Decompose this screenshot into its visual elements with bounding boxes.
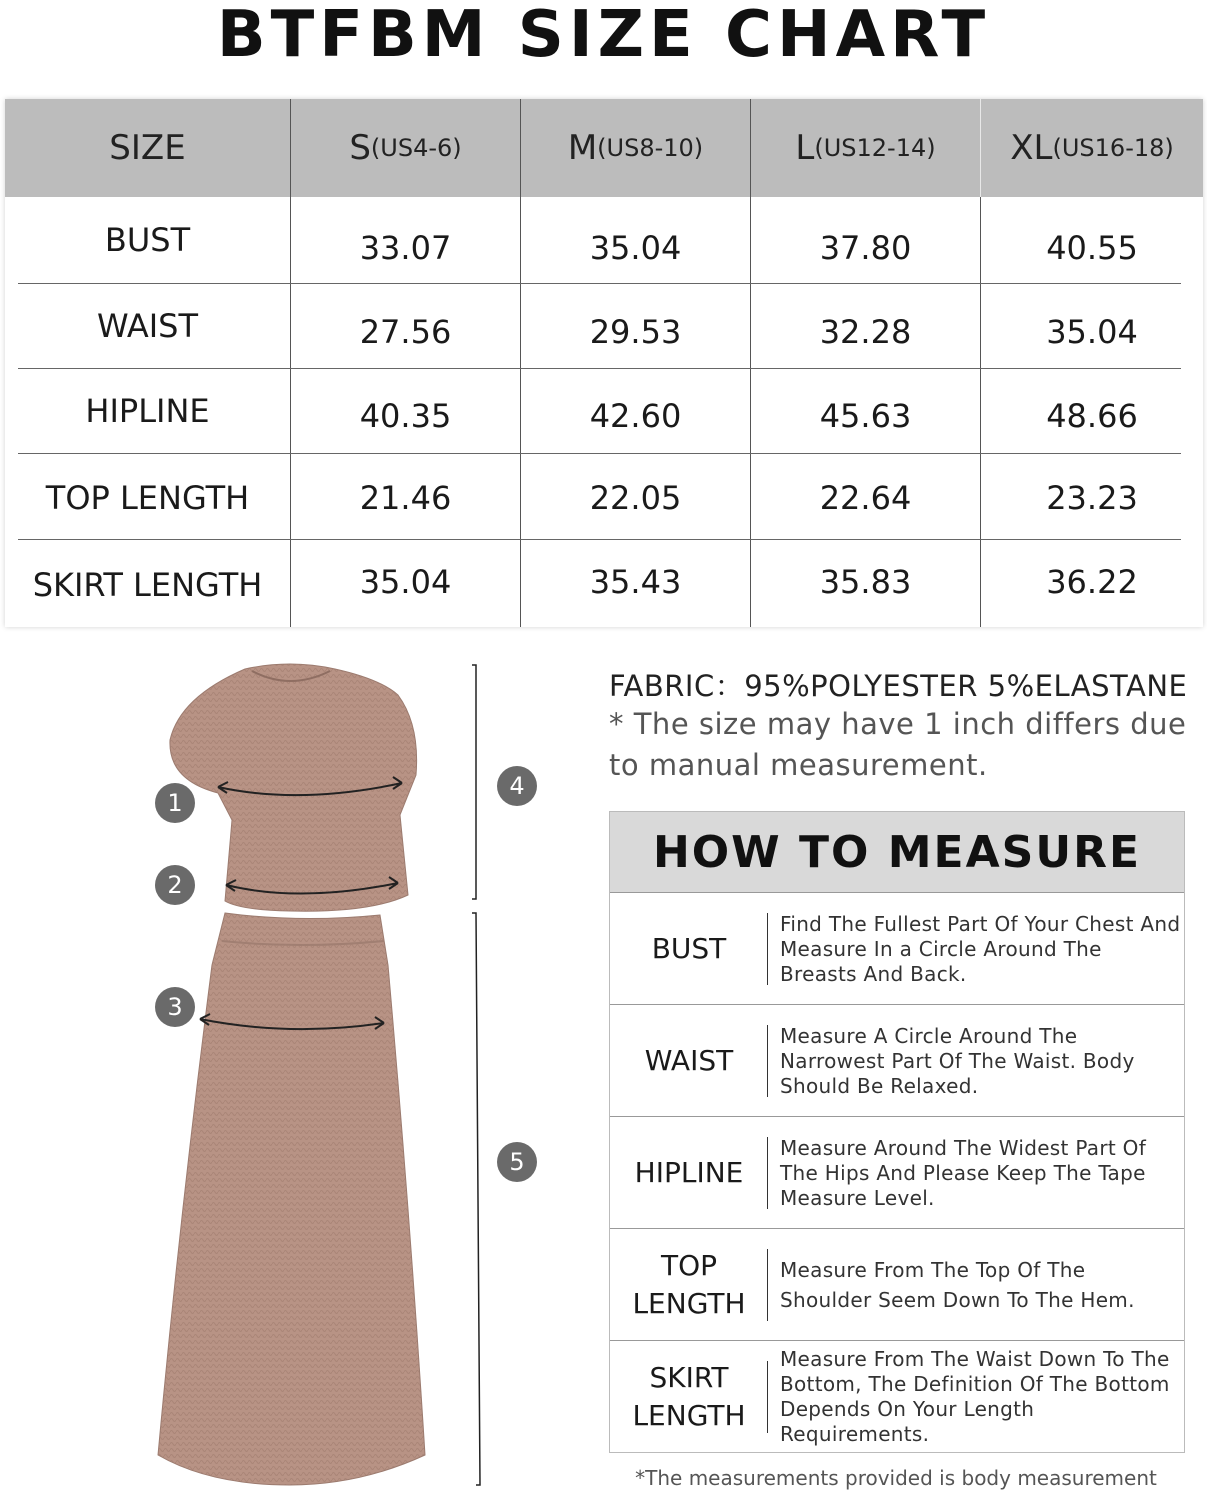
measure-divider (767, 1361, 768, 1433)
measure-divider (767, 1249, 768, 1321)
table-cell: 37.80 (819, 228, 912, 267)
measure-label: HIPLINE (634, 1156, 744, 1189)
measure-row-waist (610, 1004, 1184, 1117)
table-cell: 35.04 (589, 228, 682, 267)
size-table-header (5, 99, 1203, 197)
measure-description: Measure A Circle Around The Narrowest Part Of The Waist. Body Should Be Relaxed. (780, 1023, 1135, 1098)
size-header-l (751, 99, 980, 197)
how-to-measure-title: HOW TO MEASURE (610, 812, 1184, 892)
measure-label: TOP LENGTH (632, 1249, 746, 1320)
size-header-m (521, 99, 750, 197)
table-cell: 40.55 (1046, 228, 1138, 267)
badge-skirt-length: 5 (497, 1142, 537, 1182)
size-chart-table (5, 99, 1203, 627)
measure-description: Measure From The Top Of The Shoulder Seem Down To The Hem. (780, 1258, 1135, 1312)
measure-label: BUST (651, 932, 727, 965)
measure-divider (767, 913, 768, 985)
skirt-garment (158, 913, 425, 1485)
footnote: *The measurements provided is body measurement (635, 1466, 1157, 1490)
measure-label: WAIST (644, 1044, 734, 1077)
size-us-range: (US8-10) (597, 134, 704, 162)
row-label: BUST (104, 220, 191, 259)
row-label: TOP LENGTH (45, 478, 250, 517)
table-cell: 29.53 (589, 312, 682, 351)
page-title: BTFBM SIZE CHART (216, 0, 991, 72)
size-us-range: (US16-18) (1052, 134, 1174, 162)
skirt-length-line (472, 913, 480, 1485)
size-code: M (567, 128, 598, 168)
table-cell: 45.63 (819, 396, 912, 435)
table-cell: 42.60 (589, 396, 682, 435)
size-code: S (349, 128, 371, 168)
measure-description: Find The Fullest Part Of Your Chest And Measure In a Circle Around The Breasts And Back. (780, 911, 1181, 986)
measure-label: SKIRT LENGTH (632, 1361, 746, 1432)
top-length-line (472, 665, 476, 899)
measure-row-bust (610, 892, 1184, 1005)
measure-divider (767, 1137, 768, 1209)
size-header-label: SIZE (109, 128, 186, 168)
badge-hipline: 3 (155, 987, 195, 1027)
measure-description: Measure Around The Widest Part Of The Hips And Please Keep The Tape Measure Level. (780, 1135, 1147, 1210)
table-cell: 48.66 (1046, 396, 1138, 435)
table-cell: 40.35 (359, 396, 452, 435)
fabric-composition: FABRIC：95%POLYESTER 5%ELASTANE (609, 669, 1188, 703)
table-cell: 33.07 (359, 228, 452, 267)
table-cell: 22.64 (819, 478, 912, 517)
table-cell: 35.04 (359, 562, 452, 601)
size-code: L (795, 128, 815, 168)
measure-divider (767, 1025, 768, 1097)
size-header-s (291, 99, 520, 197)
table-cell: 35.43 (589, 562, 682, 601)
measure-row-skirt-length (610, 1340, 1184, 1453)
measure-row-hipline (610, 1116, 1184, 1229)
size-us-range: (US4-6) (370, 134, 462, 162)
table-cell: 36.22 (1046, 562, 1138, 601)
measure-row-top-length (610, 1228, 1184, 1341)
table-cell: 35.04 (1046, 312, 1138, 351)
column-divider (980, 99, 981, 197)
badge-top-length: 4 (497, 766, 537, 806)
badge-bust: 1 (155, 783, 195, 823)
table-cell: 23.23 (1046, 478, 1138, 517)
table-cell: 35.83 (819, 562, 912, 601)
table-cell: 32.28 (819, 312, 912, 351)
table-cell: 22.05 (589, 478, 682, 517)
badge-waist: 2 (155, 865, 195, 905)
row-divider (18, 453, 1181, 454)
measurement-note: * The size may have 1 inch differs due to manual measurement. (609, 707, 1187, 782)
size-code: XL (1010, 128, 1053, 168)
size-us-range: (US12-14) (814, 134, 936, 162)
row-label: HIPLINE (85, 391, 210, 430)
row-label: WAIST (96, 306, 199, 345)
table-cell: 27.56 (359, 312, 452, 351)
measure-description: Measure From The Waist Down To The Bottom, The Definition Of The Bottom Depends On Your Length Requirements. (780, 1347, 1170, 1446)
how-to-measure-table (609, 811, 1185, 1453)
garment-illustration (140, 655, 570, 1500)
row-label: SKIRT LENGTH (32, 565, 263, 604)
size-header-xl (981, 99, 1203, 197)
table-cell: 21.46 (359, 478, 452, 517)
